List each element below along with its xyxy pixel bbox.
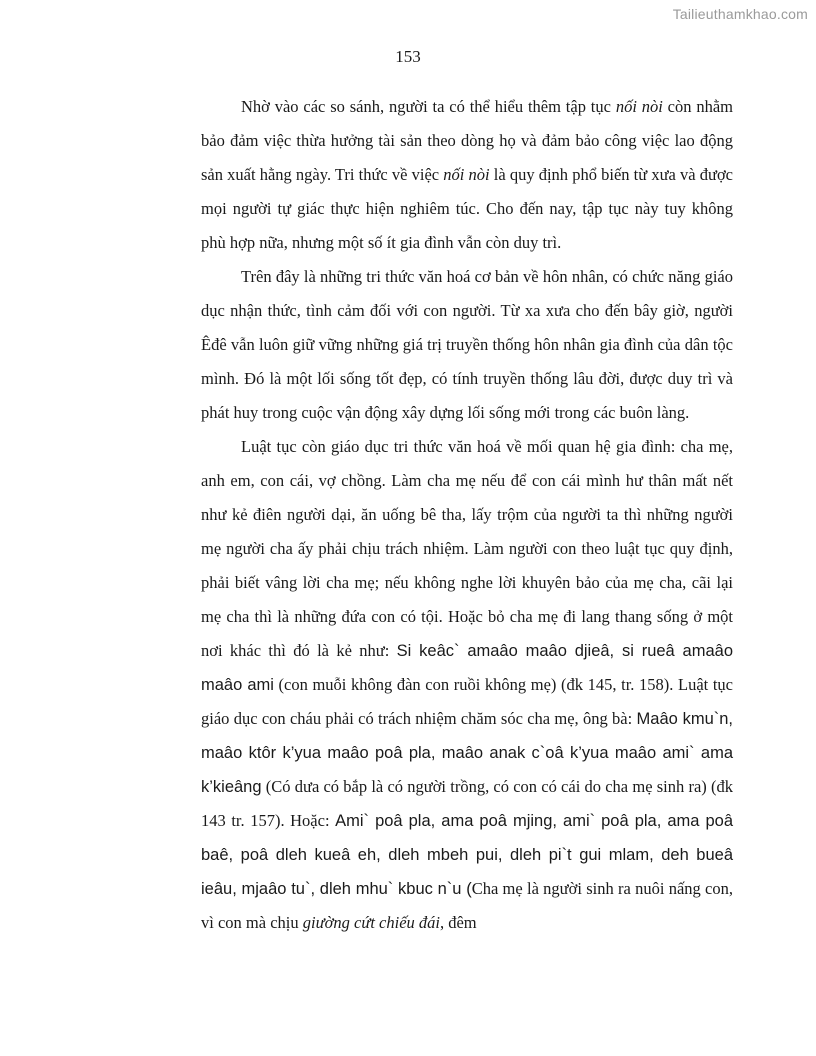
text-run: (Có dưa có bắp là có người trồng, có con có cái do cha mẹ sinh ra) (đk 143 tr. 157). Hoặc: [201, 777, 733, 830]
italic-term: nối nòi [443, 165, 490, 184]
text-run: (con muỗi không đàn con ruồi không mẹ) (đk 145, tr. 158). Luật tục giáo dục con cháu phải có trách nhiệm chăm sóc cha mẹ, ông bà: [201, 675, 733, 728]
document-body [201, 90, 733, 940]
text-run: Cha mẹ là người sinh ra nuôi nấng con, vì con mà chịu [201, 879, 733, 932]
paragraph-3 [201, 430, 733, 940]
text-run: Trên đây là những tri thức văn hoá cơ bản về hôn nhân, có chức năng giáo dục nhận thức, tình cảm đối với con người. Từ xa xưa cho đến bây giờ, người Êđê vẫn luôn giữ vững những giá trị truyền thống hôn nhân gia đình của dân tộc mình. Đó là một lối sống tốt đẹp, có tính truyền thống lâu đời, được duy trì và phát huy trong cuộc vận động xây dựng lối sống mới trong các buôn làng. [201, 267, 733, 422]
paragraph-2 [201, 260, 733, 430]
text-run: Luật tục còn giáo dục tri thức văn hoá về mối quan hệ gia đình: cha mẹ, anh em, con cái, vợ chồng. Làm cha mẹ nếu để con cái mình hư thân mất nết như kẻ điên người dại, ăn uống bê tha, lấy trộm của người ta thì những người mẹ người cha ấy phải chịu trách nhiệm. Làm người con theo luật tục quy định, phải biết vâng lời cha mẹ; nếu không nghe lời khuyên bảo của mẹ cha, cãi lại mẹ cha thì là những đứa con có tội. Hoặc bỏ cha mẹ đi lang thang sống ở một nơi khác thì đó là kẻ như: [201, 437, 733, 660]
text-run: là quy định phổ biến từ xưa và được mọi người tự giác thực hiện nghiêm túc. Cho đến nay, tập tục này tuy không phù hợp nữa, nhưng một số ít gia đình vẫn còn duy trì. [201, 165, 734, 252]
page-number: 153 [395, 47, 421, 66]
ede-quote: Si keâc` amaâo maâo djieâ, si rueâ amaâo maâo ami [201, 642, 733, 694]
watermark: Tailieuthamkhao.com [672, 6, 808, 22]
text-run: còn nhằm bảo đảm việc thừa hưởng tài sản theo dòng họ và đảm bảo công việc lao động sản xuất hằng ngày. Tri thức về việc [201, 97, 733, 184]
text-run: , đêm [439, 913, 477, 932]
italic-term: giường cứt chiếu đái [302, 913, 440, 932]
ede-quote: Ami` poâ pla, ama poâ mjing, ami` poâ pla, ama poâ baê, poâ dleh kueâ eh, dleh mbeh pui, dleh pi`t gui mlam, deh bueâ ieâu, mjaâo tu`, dleh mhu` kbuc n`u ( [201, 812, 734, 898]
ede-quote: Maâo kmu`n, maâo ktôr k’yua maâo poâ pla, maâo anak c`oâ k’yua maâo ami` ama k’kieâng [201, 710, 733, 796]
italic-term: nối nòi [615, 97, 663, 116]
paragraph-1 [201, 90, 733, 260]
text-run: Nhờ vào các so sánh, người ta có thể hiểu thêm tập tục [241, 97, 616, 116]
